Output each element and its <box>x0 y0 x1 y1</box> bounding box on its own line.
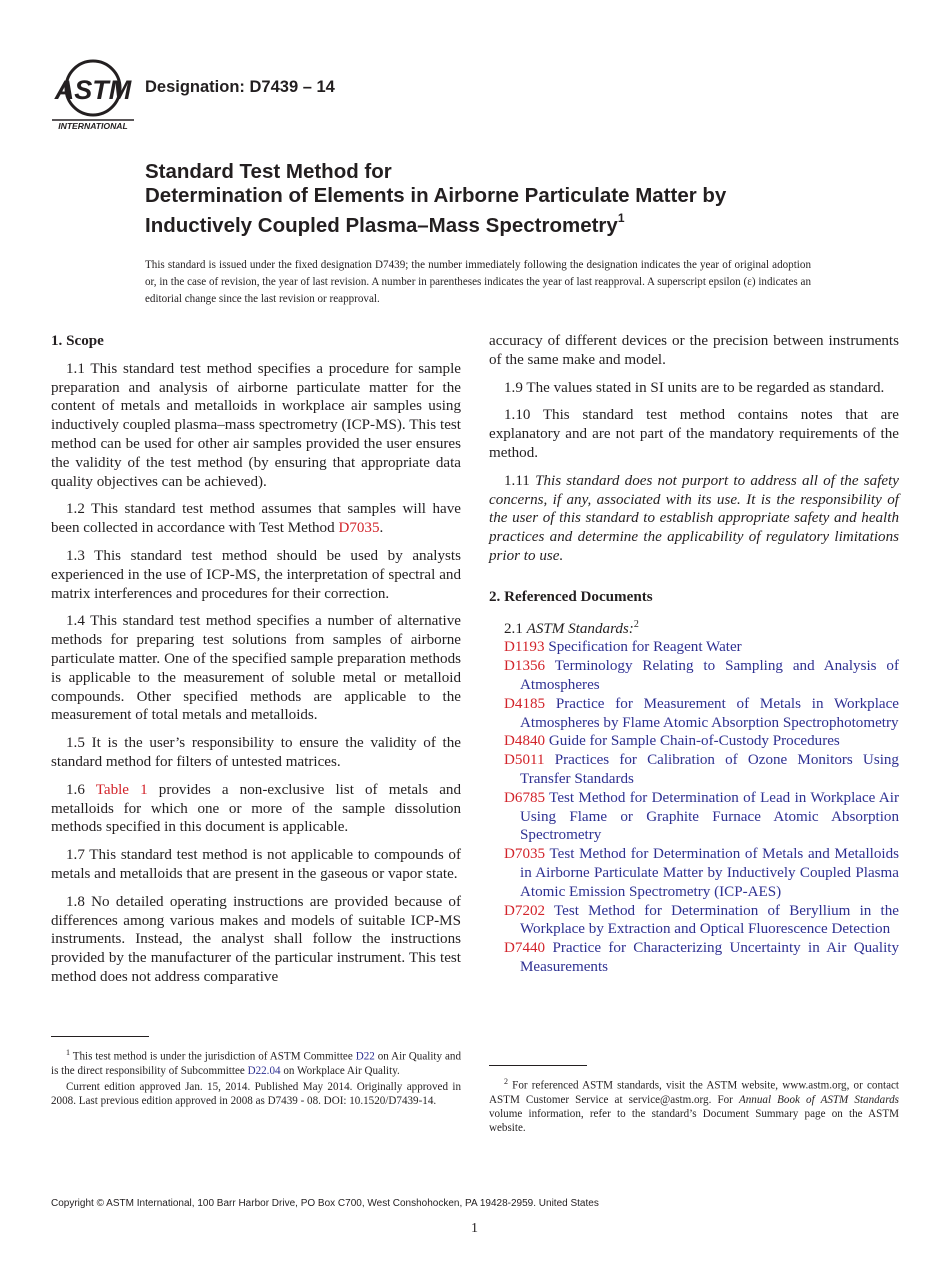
para-1-9: 1.9 The values stated in SI units are to be regarded as standard. <box>504 379 885 396</box>
document-title <box>145 160 865 238</box>
reference-code-link[interactable]: D7202 <box>504 902 546 919</box>
astm-standards-footnote-mark: 2 <box>633 618 639 630</box>
reference-title-link[interactable]: Test Method for Determination of Metals and Metalloids in Airborne Particulate Matter by Inductively Coupled Plasma Atomic Emission Spectrometry (ICP-AES) <box>520 846 899 900</box>
reference-title-link[interactable]: Test Method for Determination of Lead in Workplace Air Using Flame or Graphite Furnace Atomic Absorption Spectrometry <box>520 789 899 844</box>
footnote-2 <box>489 1075 899 1135</box>
title-line-2: Determination of Elements in Airborne Particulate Matter by <box>145 184 727 207</box>
para-1-8-continued: accuracy of different devices or the precision between instruments of the same make and model. <box>489 333 899 368</box>
para-1-6-text: provides a non-exclusive list of metals and metalloids for which one or more of the sample dissolution methods specified in this document is applicable. <box>51 781 461 836</box>
title-line-1: Standard Test Method for <box>145 160 392 183</box>
reference-title-link[interactable]: Practice for Characterizing Uncertainty in Air Quality Measurements <box>520 940 900 975</box>
footnote-1-mark: 1 <box>66 1048 70 1057</box>
title-footnote-mark: 1 <box>617 211 625 225</box>
copyright-notice: Copyright © ASTM International, 100 Barr Harbor Drive, PO Box C700, West Conshohocken, PA 19428-2959. United States <box>51 1198 599 1209</box>
astm-standards-label <box>489 616 899 639</box>
reference-code-link[interactable]: D5011 <box>504 752 545 769</box>
referenced-list <box>489 638 899 976</box>
reference-title-link[interactable]: Guide for Sample Chain-of-Custody Procedures <box>548 733 840 750</box>
intro-note: This standard is issued under the fixed designation D7439; the number immediately following the designation indicates the year of original adoption or, in the case of revision, the year of last revision. A number in parentheses indicates the year of last reapproval. A superscript epsilon (ε) indicates an editorial change since the last revision or reapproval. <box>145 259 811 305</box>
para-1-7: 1.7 This standard test method is not applicable to compounds of metals and metalloids that are present in the gaseous or vapor state. <box>51 847 461 882</box>
para-1-11 <box>489 472 899 566</box>
footnote-1-para <box>51 1046 461 1078</box>
reference-item <box>489 751 899 789</box>
section-heading-referenced-documents: 2. Referenced Documents <box>489 588 653 605</box>
reference-item <box>489 657 899 695</box>
title-line-3 <box>145 208 865 238</box>
para-1-2-text: 1.2 This standard test method assumes that samples will have been collected in accordance with Test Method <box>51 501 461 537</box>
link-d22-04[interactable]: D22.04 <box>247 1064 281 1077</box>
reference-title-link[interactable]: Test Method for Determination of Beryllium in the Workplace by Extraction and Optical Fluorescence Detection <box>520 902 899 938</box>
logo-letters: ASTM <box>54 75 132 105</box>
footnote-rule-left <box>51 1036 149 1037</box>
reference-code-link[interactable]: D7440 <box>504 940 546 957</box>
reference-title-link[interactable]: Specification for Reagent Water <box>548 639 742 656</box>
footnote-1-edition: Current edition approved Jan. 15, 2014. Published May 2014. Originally approved in 2008. Last previous edition approved in 2008 as D7439 - 08. DOI: 10.1520/D7439-14. <box>51 1080 461 1107</box>
para-1-1: 1.1 This standard test method specifies a procedure for sample preparation and analysis of airborne particulate matter for the content of metals and metalloids in workplace air samples using inductively coupled plasma–mass spectrometry (ICP-MS). This test method can be used for other air samples provided the user ensures the validity of the test method (by ensuring that appropriate data quality objectives can be achieved). <box>51 360 461 490</box>
reference-title-link[interactable]: Practices for Calibration of Ozone Monitors Using Transfer Standards <box>520 752 899 787</box>
footnote-1-text-a: This test method is under the jurisdiction of ASTM Committee <box>70 1050 356 1063</box>
link-d7035[interactable]: D7035 <box>338 520 380 537</box>
para-1-11-text: This standard does not purport to address all of the safety concerns, if any, associated with its use. It is the responsibility of the user of this standard to establish appropriate safety and health practices and determine the applicability of regulatory limitations prior to use. <box>489 472 899 564</box>
reference-code-link[interactable]: D6785 <box>504 789 546 806</box>
para-1-4: 1.4 This standard test method specifies a number of alternative methods for preparing test solutions from samples of airborne particulate matter. One of the specified sample preparation methods is applicable to the measurement of soluble metal or metalloid compounds. Other specified methods are applicable to the measurement of total metals and metalloids. <box>51 613 461 724</box>
footnote-2-para <box>489 1075 899 1135</box>
para-1-3: 1.3 This standard test method should be used by analysts experienced in the use of ICP-MS, the interpretation of spectral and matrix interferences and procedures for their correction. <box>51 547 461 602</box>
left-column <box>51 332 461 996</box>
reference-code-link[interactable]: D4840 <box>504 733 546 750</box>
reference-code-link[interactable]: D1193 <box>504 639 545 656</box>
footnote-rule-right <box>489 1065 587 1066</box>
para-1-6 <box>51 781 461 837</box>
reference-title-link[interactable]: Practice for Measurement of Metals in Workplace Atmospheres by Flame Atomic Absorption Spectrophotometry <box>520 695 899 731</box>
right-column <box>489 332 899 977</box>
para-1-10: 1.10 This standard test method contains notes that are explanatory and are not part of the mandatory requirements of the method. <box>489 407 899 461</box>
footnote-2-text-b: volume information, refer to the standard’s Document Summary page on the ASTM website. <box>489 1107 899 1134</box>
reference-code-link[interactable]: D4185 <box>504 695 546 712</box>
designation: Designation: D7439 – 14 <box>145 78 335 96</box>
astm-standards-num: 2.1 <box>504 620 527 637</box>
reference-item <box>489 789 899 845</box>
para-1-2-end: . <box>379 520 384 537</box>
reference-item <box>489 638 899 657</box>
reference-item <box>489 845 899 901</box>
reference-code-link[interactable]: D1356 <box>504 658 546 675</box>
title-line-3-text: Inductively Coupled Plasma–Mass Spectrometry <box>145 213 618 237</box>
reference-title-link[interactable]: Terminology Relating to Sampling and Analysis of Atmospheres <box>520 658 899 693</box>
page-number: 1 <box>471 1221 478 1236</box>
para-1-2 <box>51 500 461 538</box>
para-1-8: 1.8 No detailed operating instructions are provided because of differences among various makes and models of suitable ICP-MS instruments. Instead, the analyst shall follow the instructions provided by the manufacturer of the particular instrument. This test method does not address comparative <box>51 893 461 985</box>
logo-subtext: INTERNATIONAL <box>58 121 128 131</box>
reference-item <box>489 732 899 751</box>
footnote-2-text-a: For referenced ASTM standards, visit the ASTM website, www.astm.org, or contact ASTM Customer Service at service@astm.org. For <box>489 1079 899 1106</box>
reference-item <box>489 939 899 977</box>
para-1-11-num: 1.11 <box>504 472 536 489</box>
reference-item <box>489 902 899 940</box>
footnote-2-italic: Annual Book of ASTM Standards <box>738 1093 899 1106</box>
astm-logo <box>50 55 136 135</box>
para-1-5: 1.5 It is the user’s responsibility to ensure the validity of the standard method for filters of untested matrices. <box>51 735 461 770</box>
astm-logo-icon <box>50 55 136 135</box>
footnote-1-text-c: on Workplace Air Quality. <box>280 1064 400 1077</box>
link-table-1[interactable]: Table 1 <box>95 781 148 798</box>
footnote-1-text-b: on Air Quality and is the direct responsibility of Subcommittee <box>51 1050 461 1077</box>
reference-item <box>489 695 899 733</box>
reference-code-link[interactable]: D7035 <box>504 846 546 863</box>
footnote-1 <box>51 1046 461 1108</box>
footnote-2-mark: 2 <box>504 1077 508 1086</box>
astm-standards-text: ASTM Standards: <box>526 620 634 637</box>
link-d22[interactable]: D22 <box>355 1050 375 1063</box>
section-heading-scope: 1. Scope <box>51 333 104 349</box>
para-1-6-num: 1.6 <box>66 781 96 798</box>
